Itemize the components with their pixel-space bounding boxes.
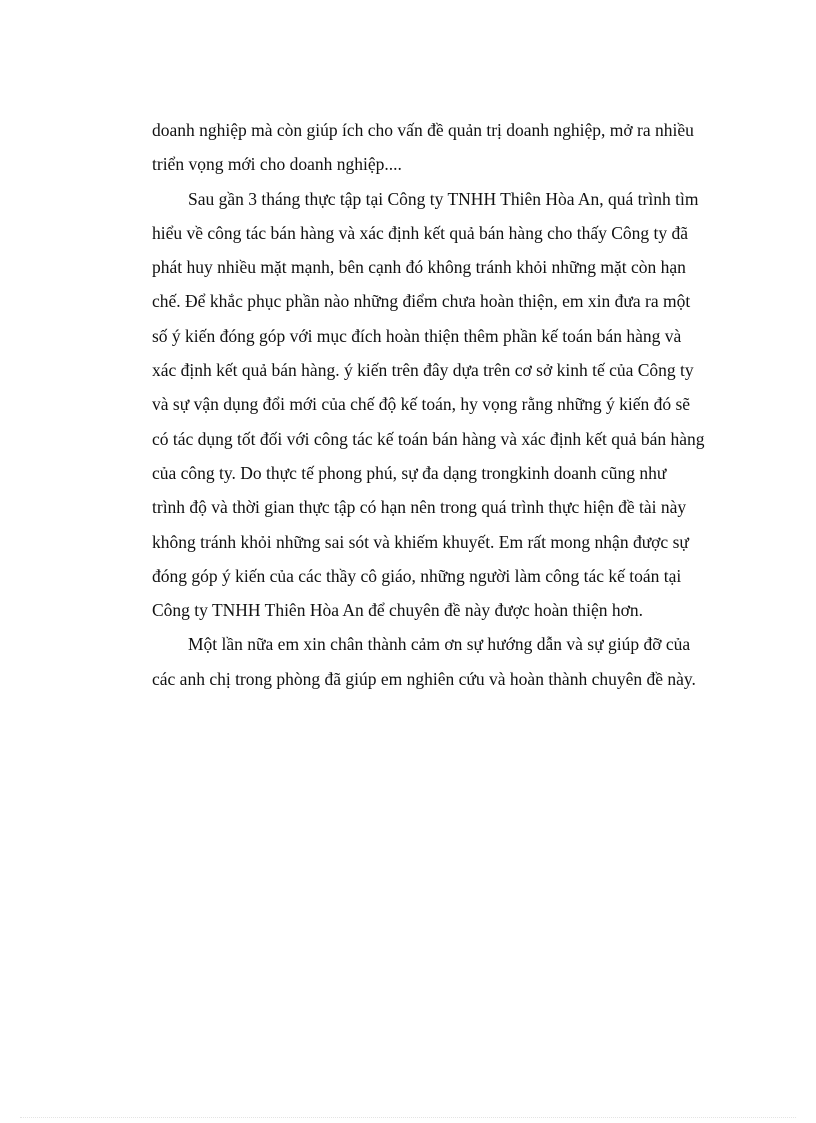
text-line: có tác dụng tốt đối với công tác kế toán bán hàng và xác định kết quả bán hàng [152, 428, 705, 449]
text-line: triển vọng mới cho doanh nghiệp.... [152, 154, 402, 175]
text-line: Một lần nữa em xin chân thành cảm ơn sự hướng dẫn và sự giúp đỡ của [188, 634, 691, 655]
text-line: doanh nghiệp mà còn giúp ích cho vấn đề quản trị doanh nghiệp, mở ra nhiều [152, 120, 694, 140]
text-line: và sự vận dụng đổi mới của chế độ kế toán, hy vọng rằng những ý kiến đó sẽ [152, 394, 691, 415]
text-line: của công ty. Do thực tế phong phú, sự đa dạng trongkinh doanh cũng như [152, 462, 667, 483]
text-line: xác định kết quả bán hàng. ý kiến trên đây dựa trên cơ sở kinh tế của Công ty [152, 360, 694, 381]
paragraph-continuation [152, 113, 752, 182]
text-line: chế. Để khắc phục phần nào những điểm chưa hoàn thiện, em xin đưa ra một [152, 291, 691, 312]
text-line: Công ty TNHH Thiên Hòa An để chuyên đề này được hoàn thiện hơn. [152, 600, 644, 621]
text-line: số ý kiến đóng góp với mục đích hoàn thiện thêm phần kế toán bán hàng và [152, 325, 682, 346]
text-line: phát huy nhiều mặt mạnh, bên cạnh đó không tránh khỏi những mặt còn hạn [152, 257, 686, 278]
text-line: các anh chị trong phòng đã giúp em nghiên cứu và hoàn thành chuyên đề này. [152, 668, 696, 689]
text-line: hiểu về công tác bán hàng và xác định kết quả bán hàng cho thấy Công ty đã [152, 222, 689, 243]
text-line: trình độ và thời gian thực tập có hạn nên trong quá trình thực hiện đề tài này [152, 497, 687, 518]
paragraph-summary [152, 182, 752, 628]
text-line: đóng góp ý kiến của các thầy cô giáo, những người làm công tác kế toán tại [152, 565, 682, 586]
page-bottom-rule [20, 1117, 796, 1118]
body-text [152, 113, 752, 696]
text-line: Sau gần 3 tháng thực tập tại Công ty TNHH Thiên Hòa An, quá trình tìm [188, 188, 699, 209]
text-line: không tránh khỏi những sai sót và khiếm khuyết. Em rất mong nhận được sự [152, 531, 689, 552]
paragraph-thanks [152, 627, 752, 696]
